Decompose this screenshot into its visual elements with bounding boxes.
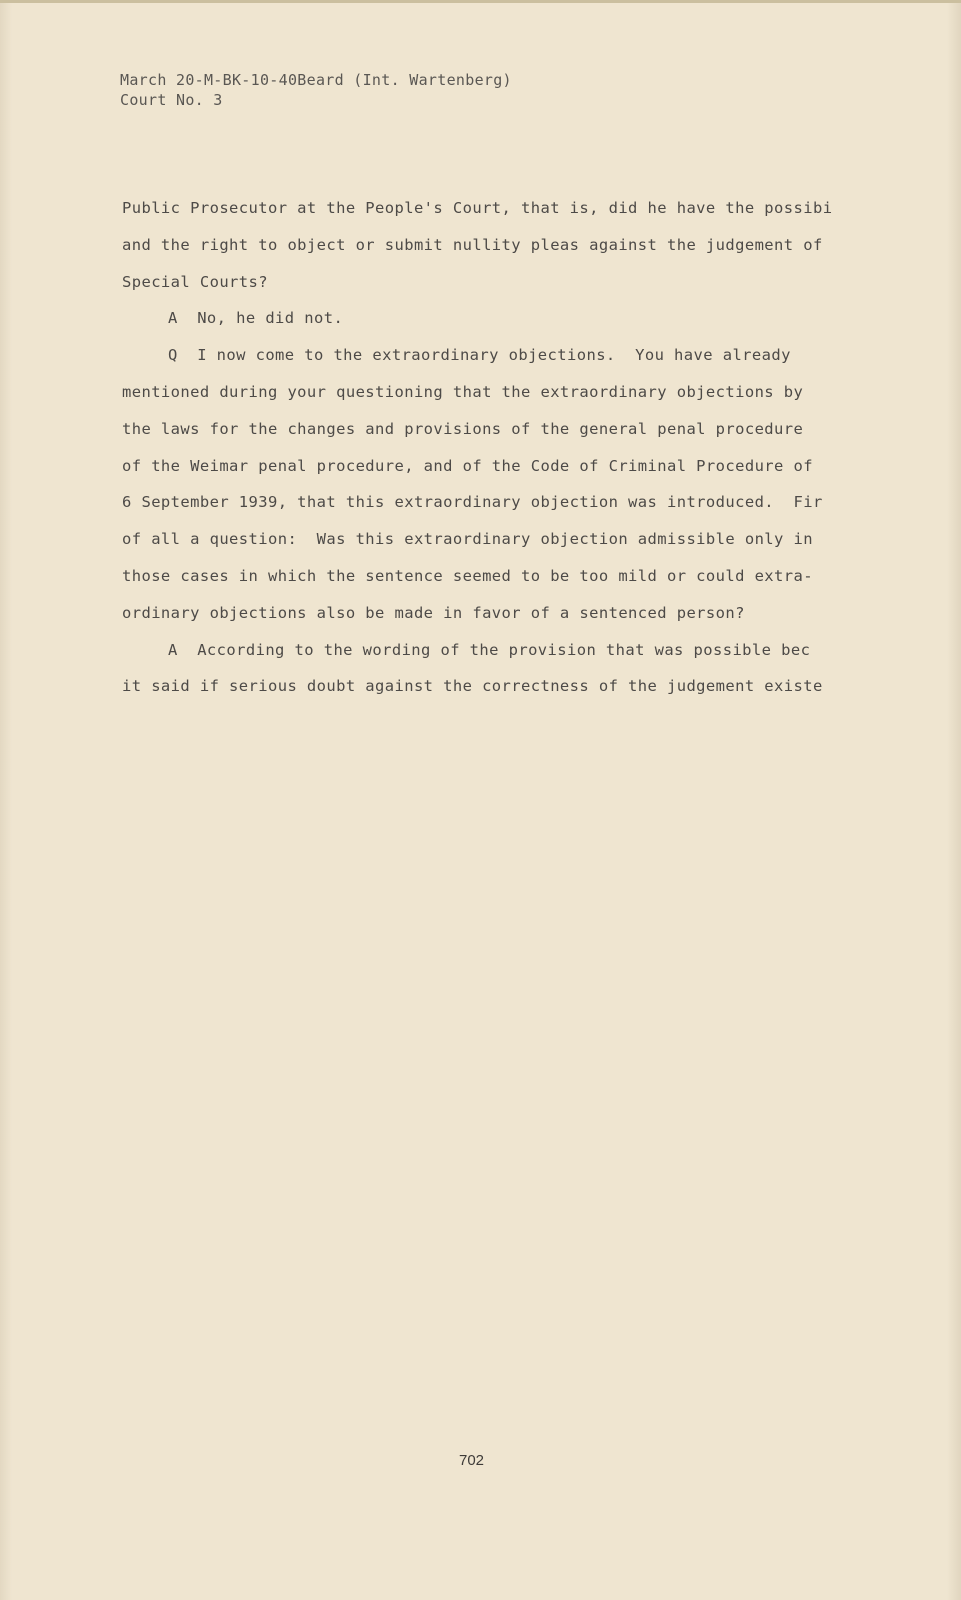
top-edge [0,0,961,3]
header-line-2: Court No. 3 [120,91,223,109]
text-line: ordinary objections also be made in favor of a sentenced person? [122,603,745,622]
text-line: mentioned during your questioning that the extraordinary objections by [122,382,804,401]
text-line: those cases in which the sentence seemed to be too mild or could extra- [122,566,813,585]
text-line: 6 September 1939, that this extraordinary objection was introduced. Fir [122,493,823,512]
header-line-1: March 20-M-BK-10-40Beard (Int. Wartenberg) [120,71,512,89]
text-line: and the right to object or submit nullity pleas against the judgement of [122,235,823,254]
text-line: it said if serious doubt against the correctness of the judgement existe [122,677,823,696]
answer-line: A According to the wording of the provision that was possible bec [168,640,811,659]
text-line: of all a question: Was this extraordinary objection admissible only in [122,530,813,549]
text-line: the laws for the changes and provisions of the general penal procedure [122,419,804,438]
text-line: Special Courts? [122,272,268,291]
answer-line: A No, he did not. [168,309,344,328]
text-line: Public Prosecutor at the People's Court, that is, did he have the possibi [122,199,833,217]
question-line: Q I now come to the extraordinary objections. You have already [168,346,791,365]
transcript-body [122,190,852,705]
page-number: 702 [459,1452,485,1469]
text-line: of the Weimar penal procedure, and of the Code of Criminal Procedure of [122,456,813,475]
document-header [120,70,512,110]
